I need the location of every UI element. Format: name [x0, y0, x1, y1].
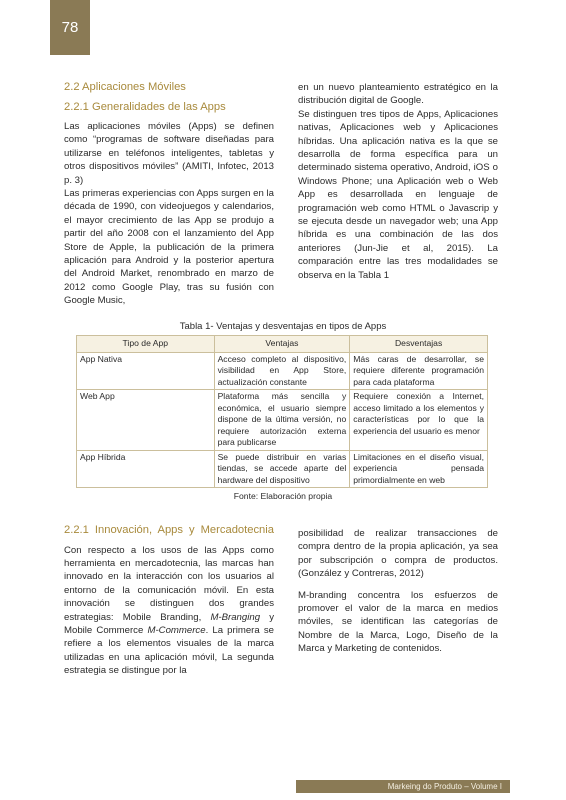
disadvantages-cell: Más caras de desarrollar, se requiere diferente programación para cada plataforma — [350, 352, 488, 390]
app-type-cell: App Híbrida — [77, 450, 215, 488]
body-paragraph: en un nuevo planteamiento estratégico en la distribución digital de Google. — [298, 82, 498, 107]
section1-left-column — [64, 80, 274, 308]
body-paragraph: M-branding concentra los esfuerzos de promover el valor de la marca en medios móviles, se identifican las categorías de Nombre de la Marca, Logo, Diseño de la Marca y Marketing de contenidos. — [298, 589, 498, 655]
page-number: 78 — [50, 0, 90, 55]
section-heading: 2.2 Aplicaciones Móviles — [64, 81, 186, 93]
text-run: . La primera se refiere a los elementos visuales de la marca utilizadas en una aplicación móvil, La segunda estrategia se distingue por la — [64, 624, 274, 677]
body-paragraph: Se distinguen tres tipos de Apps, Aplicaciones nativas, Aplicaciones web y Aplicaciones híbridas. Una aplicación nativa es la que se desarrolla de forma específica para un determinado sistema operativo, Android, iOS o Windows Phone; una Aplicación web o Web App es desarrollada en lenguaje de programación web como HTML o Javascrip y se ejecuta desde un navegador web; una App híbrida es una combinación de las dos anteriores (Jun-Jie et al, 2015). La comparación entre las tres modalidades se observa en la Tabla 1 — [298, 108, 498, 281]
section2-right-column — [298, 527, 498, 664]
emphasis-term: M-Commerce — [147, 624, 206, 636]
column-header: Desventajas — [350, 336, 488, 353]
body-paragraph: Las primeras experiencias con Apps surgen en la década de 1990, con videojuegos y calendarios, el mayor crecimiento de las App se produjo a partir del año 2008 con el lanzamiento del App Store de Apple, la publicación de la primera aplicación para Android y la posterior apertura del Android Market, renombrado en marzo de 2012 como Google Play, tras su fusión con Google Music, — [64, 188, 274, 307]
app-type-cell: Web App — [77, 390, 215, 451]
body-paragraph: posibilidad de realizar transacciones de compra dentro de la propia aplicación, ya sea por subscripción o compra de productos. (González y Contreras, 2012) — [298, 528, 498, 580]
disadvantages-cell: Limitaciones en el diseño visual, experiencia pensada primordialmente en web — [350, 450, 488, 488]
section2-left-column — [64, 524, 274, 678]
table-row — [77, 352, 488, 390]
advantages-cell: Se puede distribuir en varias tiendas, se accede aparte del hardware del dispositivo — [214, 450, 350, 488]
disadvantages-cell: Requiere conexión a Internet, acceso limitado a los elementos y características por lo que la experiencia del usuario es menor — [350, 390, 488, 451]
table-row — [77, 390, 488, 451]
footer-running-title: Markeing do Produto – Volume I — [296, 780, 510, 793]
advantages-cell: Plataforma más sencilla y económica, el usuario siempre dispone de la última versión, no requiere autorización externa para publicarse — [214, 390, 350, 451]
table-title: Tabla 1- Ventajas y desventajas en tipos de Apps — [179, 321, 387, 332]
advantages-cell: Acceso completo al dispositivo, visibilidad en App Store, actualización constante — [214, 352, 350, 390]
subsection-heading: 2.2.1 Innovación, Apps y Mercadotecnia — [64, 524, 274, 536]
table-header-row — [77, 336, 488, 353]
subsection-heading: 2.2.1 Generalidades de las Apps — [64, 101, 226, 113]
table-row — [77, 450, 488, 488]
text-run: y Mobile Commerce — [64, 611, 274, 636]
text-run: Con respecto a los usos de las Apps como herramienta en mercadotecnia, las marcas han innovado en la interacción con los usuarios al entorno de la comunicación móvil. En esta innovación se distinguen dos grandes estrategias: Mobile Branding, — [64, 544, 274, 623]
table-source: Fonte: Elaboración propia — [233, 491, 333, 501]
body-paragraph — [64, 544, 274, 678]
body-paragraph: Las aplicaciones móviles (Apps) se definen como “programas de software diseñadas para utilizarse en teléfonos inteligentes, tabletas y otros dispositivos móviles” (AMITI, Infotec, 2013 p. 3) — [64, 121, 274, 186]
app-type-cell: App Nativa — [77, 352, 215, 390]
emphasis-term: M-Branging — [210, 611, 261, 623]
comparison-table — [76, 335, 488, 488]
column-header: Ventajas — [214, 336, 350, 353]
column-header: Tipo de App — [77, 336, 215, 353]
section1-right-column — [298, 81, 498, 282]
